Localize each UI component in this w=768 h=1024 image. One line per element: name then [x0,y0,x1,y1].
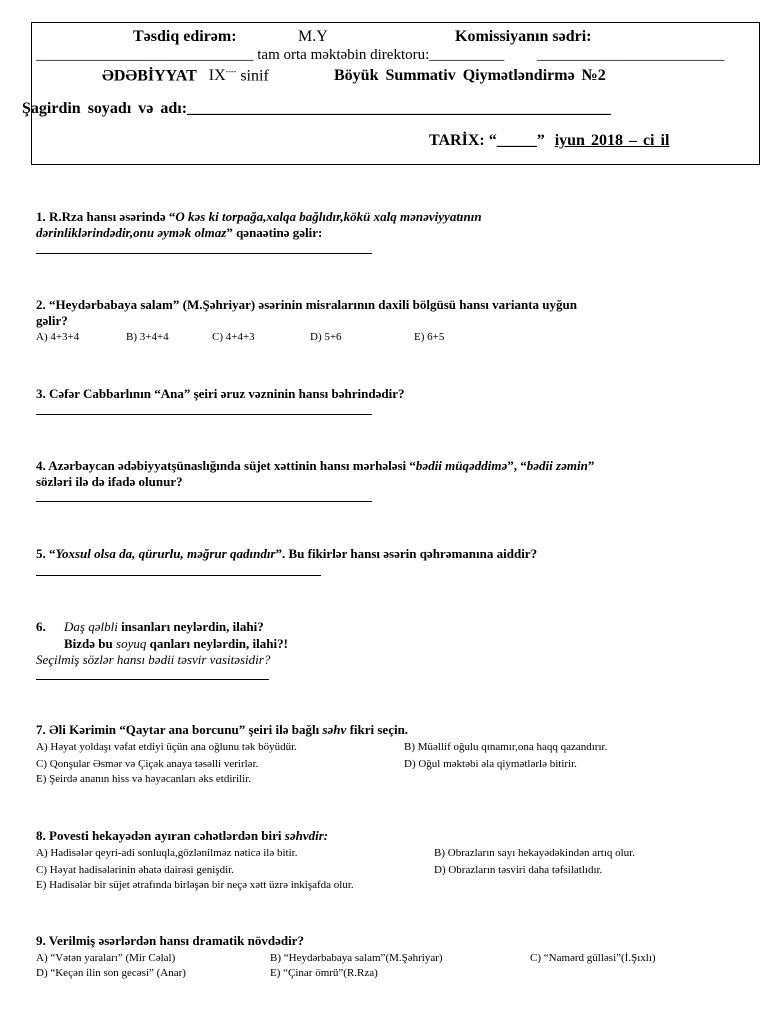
question-6-line2 [64,636,288,652]
question-number: 2. [36,297,46,312]
question-text: “Heydərbabaya salam” (M.Şəhriyar) əsərinin misralarının daxili bölgüsü hansı varianta uyğun [49,297,577,312]
question-quote: O kəs ki torpağa,xalqa bağlıdır,kökü xalq mənəviyyatının [175,209,482,224]
answer-line-6[interactable] [36,679,269,680]
question-1-line2 [36,225,322,241]
question-1-line1 [36,209,482,225]
student-label: Şagirdin soyadı və adı: [22,100,188,117]
question-number: 5. [36,546,46,561]
student-name-line [22,100,611,118]
grade-sup: ---- [225,67,237,76]
question-number: 1. [36,209,46,224]
answer-line-5[interactable] [36,575,321,576]
option-e[interactable]: E) “Çinar ömrü”(R.Rza) [270,967,378,979]
highlighted-word: soyuq [116,636,147,651]
date-blank: _____ [496,132,537,149]
option-b[interactable]: B) Obrazların sayı hekayədəkindən artıq olur. [434,847,635,859]
director-line [36,47,504,64]
director-text: tam orta məktəbin direktoru:__________ [257,47,505,63]
question-2-line1 [36,297,577,313]
highlighted-word: Daş qəlbli [64,619,118,634]
option-c[interactable]: C) Qonşular Əsmər və Çiçək anaya təsəlli verirlər. [36,758,259,770]
option-d[interactable]: D) Oğul məktəbi əla qiymətlərlə bitirir. [404,758,577,770]
question-text: R.Rza hansı əsərində “ [49,209,176,224]
question-7 [36,722,408,738]
question-6-line1 [64,619,264,635]
question-text: Cəfər Cabbarlının “Ana” şeiri əruz vəzninin hansı bəhrindədir? [49,386,405,401]
option-d[interactable]: D) Obrazların təsviri daha təfsilatlıdır. [434,864,603,876]
question-emphasis: səhv [322,722,347,737]
question-number: 8. [36,828,46,843]
option-b[interactable]: B) “Heydərbabaya salam”(M.Şəhriyar) [270,952,443,964]
question-4-line1 [36,458,594,474]
question-text: Verilmiş əsərlərdən hansı dramatik növdədir? [48,933,304,948]
subject-line [102,67,269,85]
answer-line-3[interactable] [36,414,372,415]
option-e[interactable]: E) 6+5 [414,331,445,343]
option-b[interactable]: B) Müəllif oğulu qınamır,ona haqq qazandırır. [404,741,608,753]
subject-name: ƏDƏBİYYAT [102,67,197,85]
verse-text: Bizdə bu [64,636,117,651]
question-text: “ [49,546,56,561]
question-text: fikri seçin. [346,722,409,737]
answer-line-1[interactable] [36,253,372,254]
approve-label: Təsdiq edirəm: [133,28,237,45]
student-blank: _____________________________________________________ [187,100,612,117]
question-2-line2: gəlir? [36,313,68,328]
option-d[interactable]: D) “Keçən ilin son gecəsi” (Anar) [36,967,186,979]
question-text: Əli Kərimin “Qaytar ana borcunu” şeiri ilə bağlı [49,722,323,737]
question-5 [36,546,537,562]
option-d[interactable]: D) 5+6 [310,331,342,343]
question-text: ”. Bu fikirlər hansı əsərin qəhrəmanına aiddir? [275,546,538,561]
question-text: ” qənaətinə gəlir: [226,225,323,240]
question-3 [36,386,404,402]
question-9 [36,933,304,949]
question-number: 7. [36,722,46,737]
question-quote: bədii zəmin [526,458,588,473]
option-c[interactable]: C) Həyat hadisələrinin əhatə dairəsi genişdir. [36,864,234,876]
option-a[interactable]: A) Həyat yoldaşı vəfat etdiyi üçün ana oğlunu tək böyüdür. [36,741,297,753]
date-value: iyun 2018 – ci il [554,132,670,149]
date-close: ” [536,132,545,149]
date-line [429,132,669,150]
option-a[interactable]: A) “Vətən yaraları” (Mir Cəlal) [36,952,176,964]
grade: IX [208,67,226,85]
my-label: M.Y [298,28,328,45]
verse-text: qanları neylərdin, ilahi?! [146,636,288,651]
question-6-number: 6. [36,619,46,634]
question-quote: Yoxsul olsa da, qürurlu, məğrur qadındır [55,546,276,561]
option-e[interactable]: E) Şeirdə ananın hiss və həyəcanları əks etdirilir. [36,773,252,785]
question-text: ”, “ [507,458,527,473]
question-quote: dərinliklərindədir,onu əymək olmaz [36,225,227,240]
question-text: Azərbaycan ədəbiyyatşünaslığında süjet xəttinin hansı mərhələsi “ [48,458,416,473]
option-c[interactable]: C) 4+4+3 [212,331,255,343]
question-4-line2: sözləri ilə də ifadə olunur? [36,474,183,489]
question-number: 9. [36,933,46,948]
question-6-prompt: Seçilmiş sözlər hansı bədii təsvir vasitəsidir? [36,652,271,667]
assessment-title: Böyük Summativ Qiymətləndirmə №2 [334,67,606,84]
answer-line-4[interactable] [36,501,372,502]
question-emphasis: səhvdir: [284,828,329,843]
commission-label: Komissiyanın sədri: [455,28,592,45]
option-a[interactable]: A) 4+3+4 [36,331,80,343]
grade-word: sinif [240,67,269,85]
option-a[interactable]: A) Hadisələr qeyri-adi sonluqla,gözlənilməz nəticə ilə bitir. [36,847,298,859]
question-number: 3. [36,386,46,401]
question-text: ” [587,458,595,473]
option-b[interactable]: B) 3+4+4 [126,331,169,343]
question-number: 4. [36,458,46,473]
verse-text: insanları neylərdin, ilahi? [117,619,264,634]
date-label: TARİX: “ [429,132,497,149]
option-e[interactable]: E) Hadisələr bir süjet ətrafında birləşən bir neçə xətt üzrə inkişafda olur. [36,879,354,891]
question-8 [36,828,328,844]
option-c[interactable]: C) “Namərd gülləsi”(İ.Şıxlı) [530,952,656,964]
question-quote: bədii müqəddimə [415,458,508,473]
director-blank: _____________________________ [36,47,254,63]
director-right-blank: _________________________ [537,47,725,63]
question-text: Povesti hekayədən ayıran cəhətlərdən biri [49,828,285,843]
